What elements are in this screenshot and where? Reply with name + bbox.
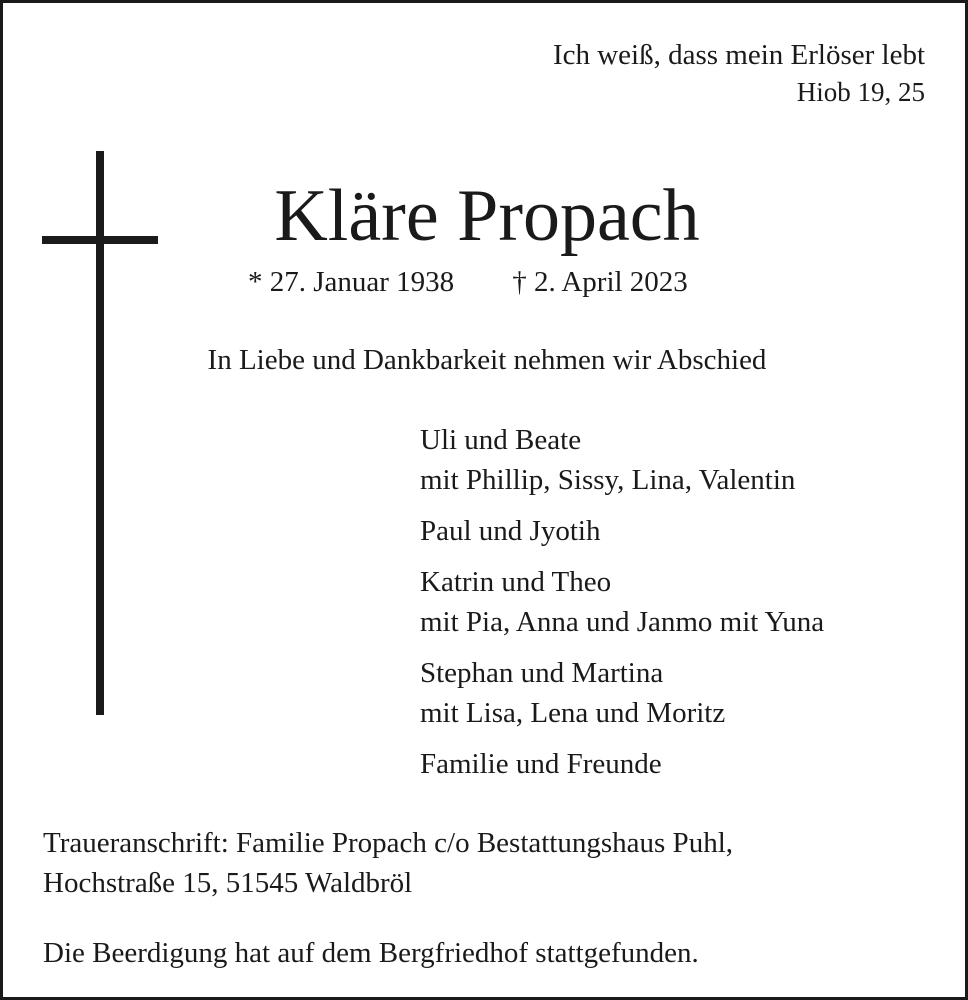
birth-date: * 27. Januar 1938 — [248, 266, 455, 298]
mourner-group — [420, 744, 824, 784]
death-date: † 2. April 2023 — [512, 266, 688, 298]
mourner-names: Katrin und Theo — [420, 566, 612, 598]
mourner-group — [420, 653, 824, 733]
mourner-children: mit Phillip, Sissy, Lina, Valentin — [420, 464, 796, 496]
mourner-group — [420, 562, 824, 642]
life-dates — [248, 263, 688, 301]
mourner-names: Paul und Jyotih — [420, 515, 601, 547]
mourner-group — [420, 511, 824, 551]
mourner-names: Uli und Beate — [420, 424, 582, 456]
mourner-names: Familie und Freunde — [420, 748, 662, 780]
mourning-address — [43, 823, 733, 903]
address-line: Traueranschrift: Familie Propach c/o Bestattungshaus Puhl, — [43, 827, 733, 859]
bible-verse — [553, 36, 925, 110]
mourner-children: mit Lisa, Lena und Moritz — [420, 697, 726, 729]
verse-reference: Hiob 19, 25 — [796, 77, 925, 107]
mourner-children: mit Pia, Anna und Janmo mit Yuna — [420, 606, 825, 638]
mourner-group — [420, 420, 824, 500]
funeral-note: Die Beerdigung hat auf dem Bergfriedhof stattgefunden. — [43, 937, 699, 969]
verse-text: Ich weiß, dass mein Erlöser lebt — [552, 39, 925, 71]
deceased-name: Kläre Propach — [274, 175, 700, 257]
mourner-names: Stephan und Martina — [420, 657, 664, 689]
address-line: Hochstraße 15, 51545 Waldbröl — [43, 867, 413, 899]
mourners-list — [420, 420, 824, 795]
farewell-intro: In Liebe und Dankbarkeit nehmen wir Abschied — [207, 344, 767, 376]
